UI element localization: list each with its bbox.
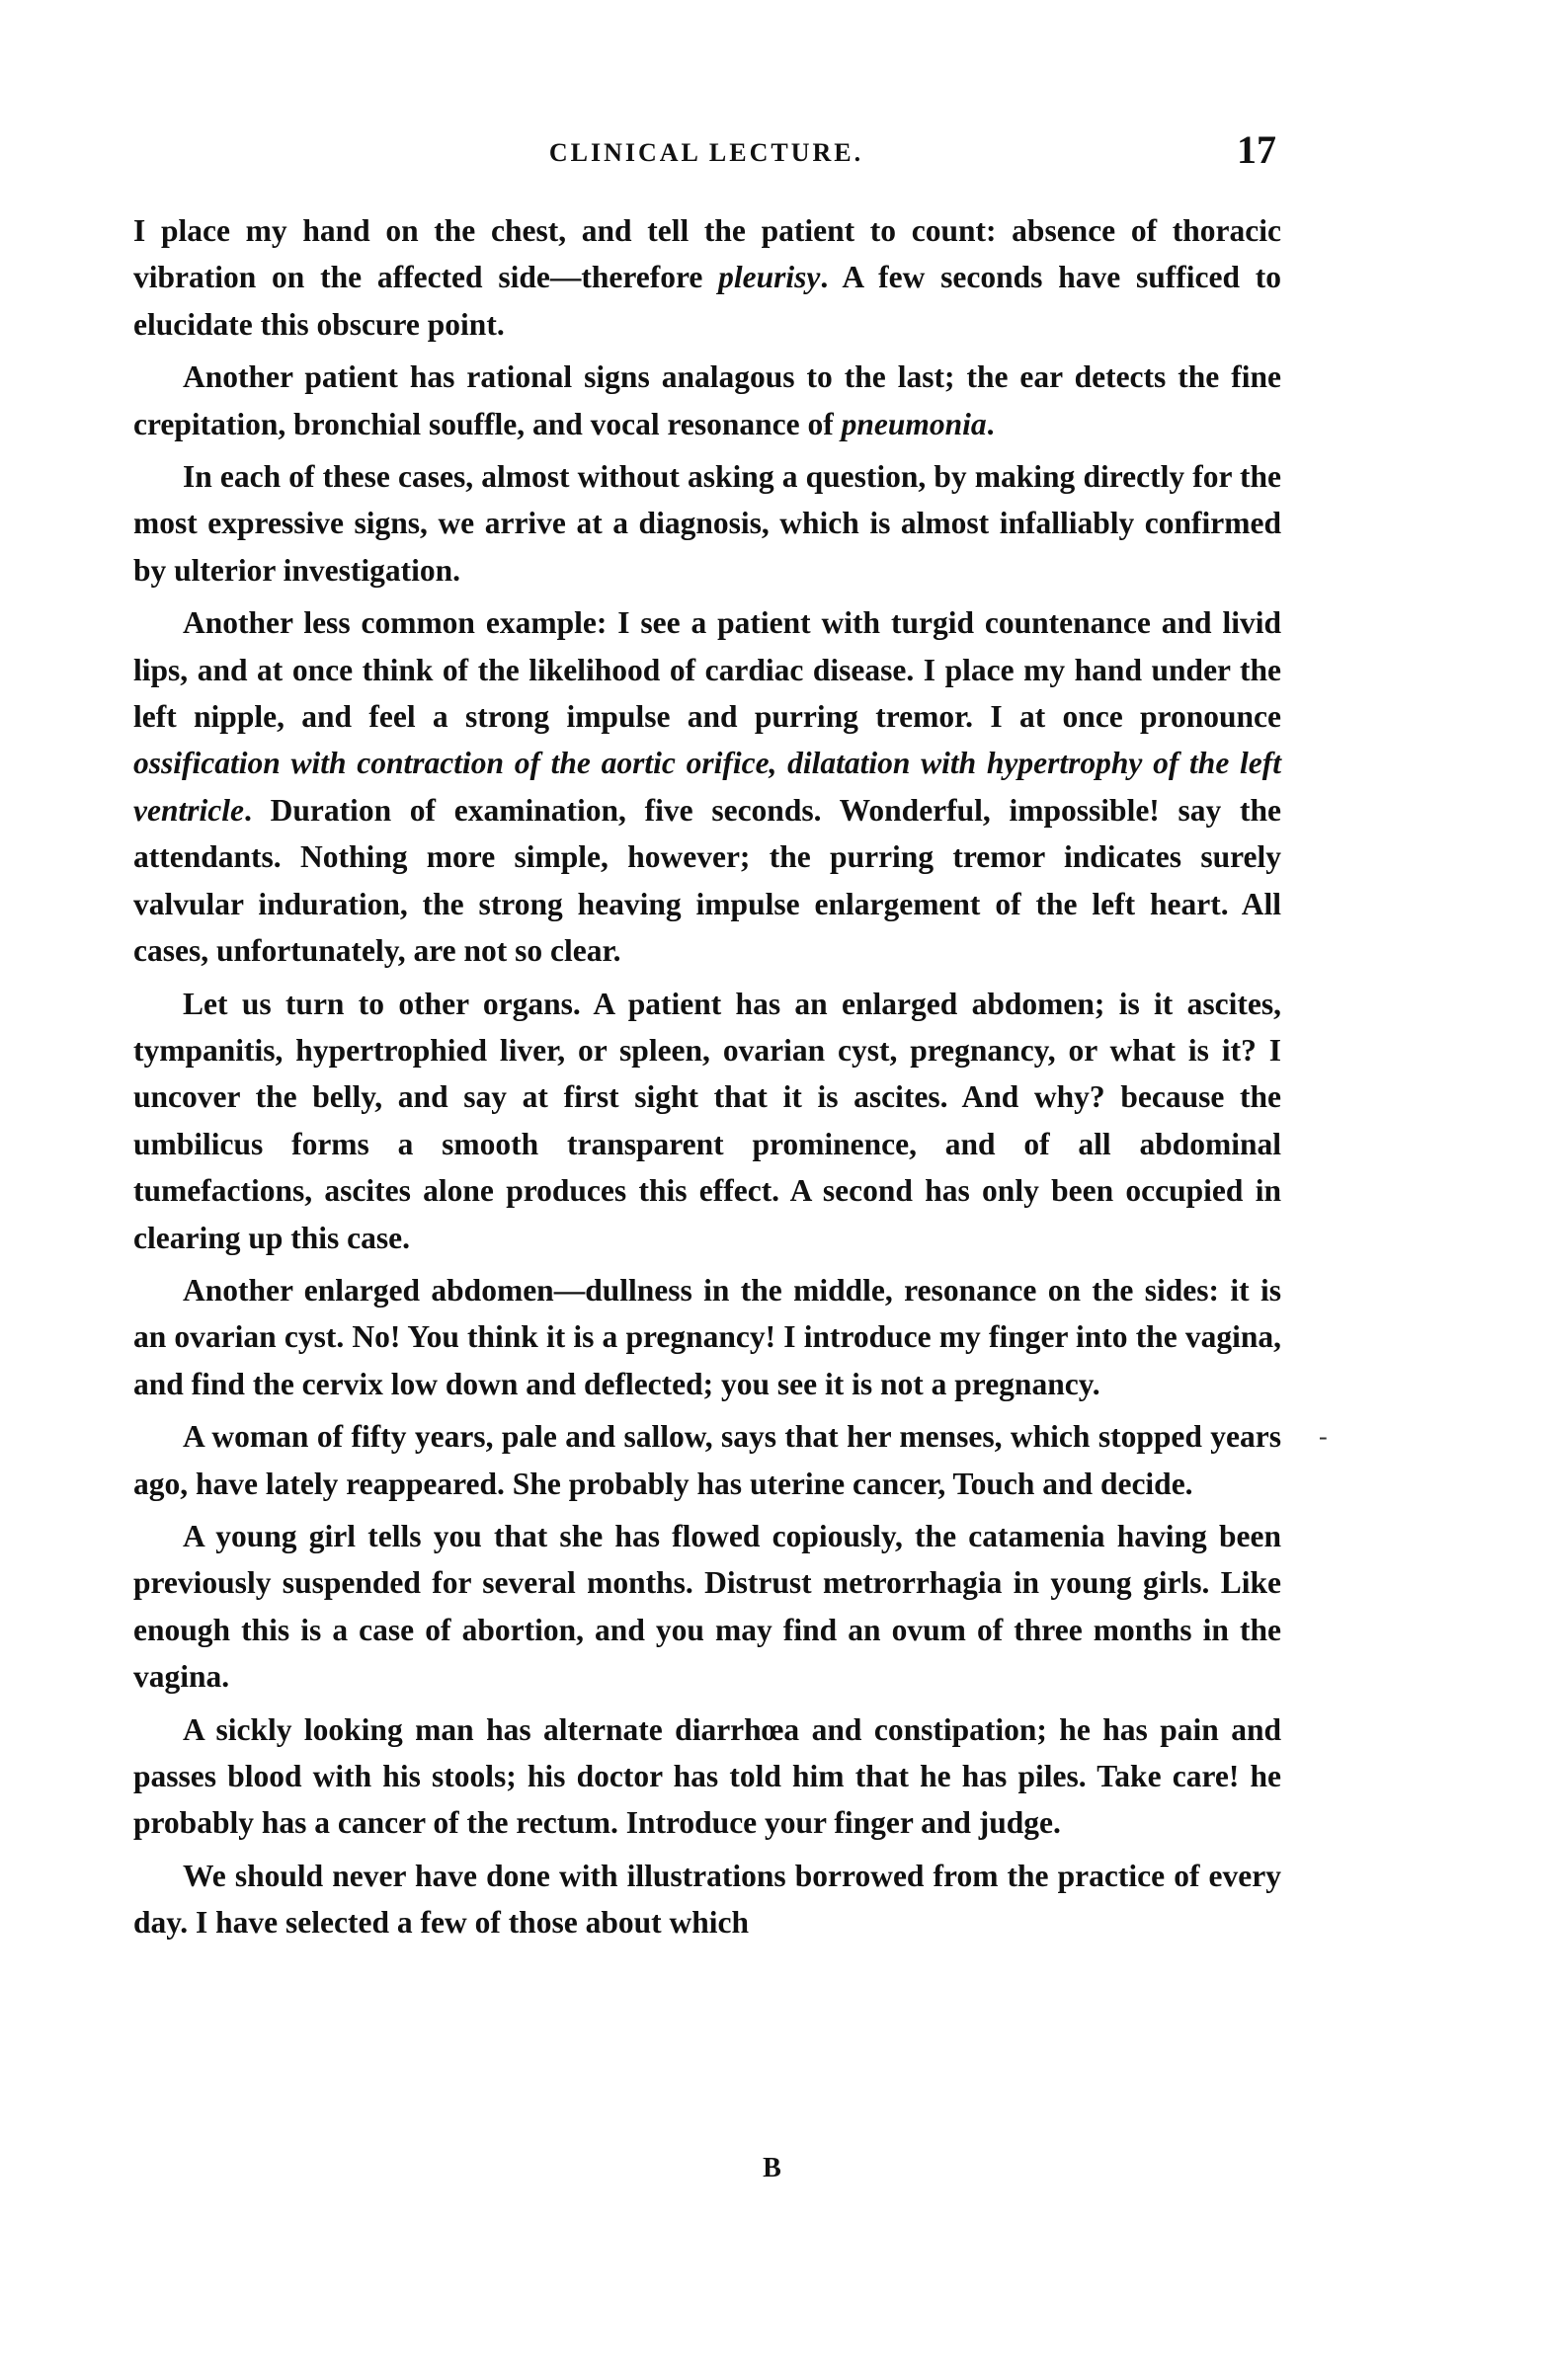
text-run: Another patient has rational signs analagous to the last; the ear detects the fine crepitation, bronchial souffle, and vocal resonance of [133, 359, 1281, 441]
paragraph [133, 1706, 1281, 1847]
paragraph [133, 981, 1281, 1261]
text-run: A sickly looking man has alternate diarrhœa and constipation; he has pain and passes blood with his stools; his doctor has told him that he has piles. Take care! he probably has a cancer of the rectum. Introduce your finger and judge. [133, 1711, 1281, 1841]
paragraph [133, 1413, 1281, 1507]
signature-mark: B [763, 2153, 781, 2183]
running-head: CLINICAL LECTURE. [548, 138, 864, 167]
italic-text: pleurisy [718, 260, 821, 295]
italic-text: ossification with contraction of the aortic orifice, dilatation with hypertrophy of the left ventricle [133, 746, 1281, 828]
text-run: In each of these cases, almost without asking a question, by making directly for the most expressive signs, we arrive at a diagnosis, which is almost infalliably confirmed by ulterior investigation. [133, 459, 1281, 588]
text-run: A young girl tells you that she has flowed copiously, the catamenia having been previously suspended for several months. Distrust metrorrhagia in young girls. Like enough this is a case of abortion, and you may find an ovum of three months in the vagina. [133, 1518, 1281, 1695]
text-run: Another enlarged abdomen—dullness in the middle, resonance on the sides: it is an ovarian cyst. No! You think it is a pregnancy! I introduce my finger into the vagina, and find the cervix low down and deflected; you see it is not a pregnancy. [133, 1272, 1281, 1401]
paragraph [133, 453, 1281, 594]
paragraph [133, 599, 1281, 974]
body-text [133, 207, 1281, 1952]
text-run: . Duration of examination, five seconds. Wonderful, impossible! say the attendants. Nothing more simple, however; the purring tremor indicates surely valvular induration, the strong heaving impulse enlargement of the left heart. All cases, unfortunately, are not so clear. [133, 792, 1281, 969]
margin-mark: - [1319, 1422, 1328, 1451]
text-run: Another less common example: I see a patient with turgid countenance and livid lips, and at once think of the likelihood of cardiac disease. I place my hand under the left nipple, and feel a strong impulse and purring tremor. I at once pronounce [133, 605, 1281, 735]
paragraph [133, 1513, 1281, 1701]
text-run: I place my hand on the chest, and tell the patient to count: absence of thoracic vibration on the affected side—therefore [133, 213, 1281, 295]
text-run: A woman of fifty years, pale and sallow, says that her menses, which stopped years ago, have lately reappeared. She probably has uterine cancer, Touch and decide. [133, 1419, 1281, 1501]
page-number: 17 [1237, 127, 1276, 172]
text-run: We should never have done with illustrations borrowed from the practice of every day. I have selected a few of those about which [133, 1858, 1281, 1941]
paragraph [133, 354, 1281, 447]
text-run: Let us turn to other organs. A patient has an enlarged abdomen; is it ascites, tympanitis, hypertrophied liver, or spleen, ovarian cyst, pregnancy, or what is it? I uncover the belly, and say at first sight that it is ascites. And why? because the umbilicus forms a smooth transparent prominence, and of all abdominal tumefactions, ascites alone produces this effect. A second has only been occupied in clearing up this case. [133, 986, 1281, 1255]
paragraph [133, 207, 1281, 348]
text-run: . [986, 406, 995, 441]
paragraph [133, 1267, 1281, 1407]
text-run: . A few seconds have sufficed to elucidate this obscure point. [133, 260, 1281, 342]
italic-text: pneumonia [841, 406, 987, 441]
page-header [128, 126, 1284, 186]
paragraph [133, 1853, 1281, 1946]
